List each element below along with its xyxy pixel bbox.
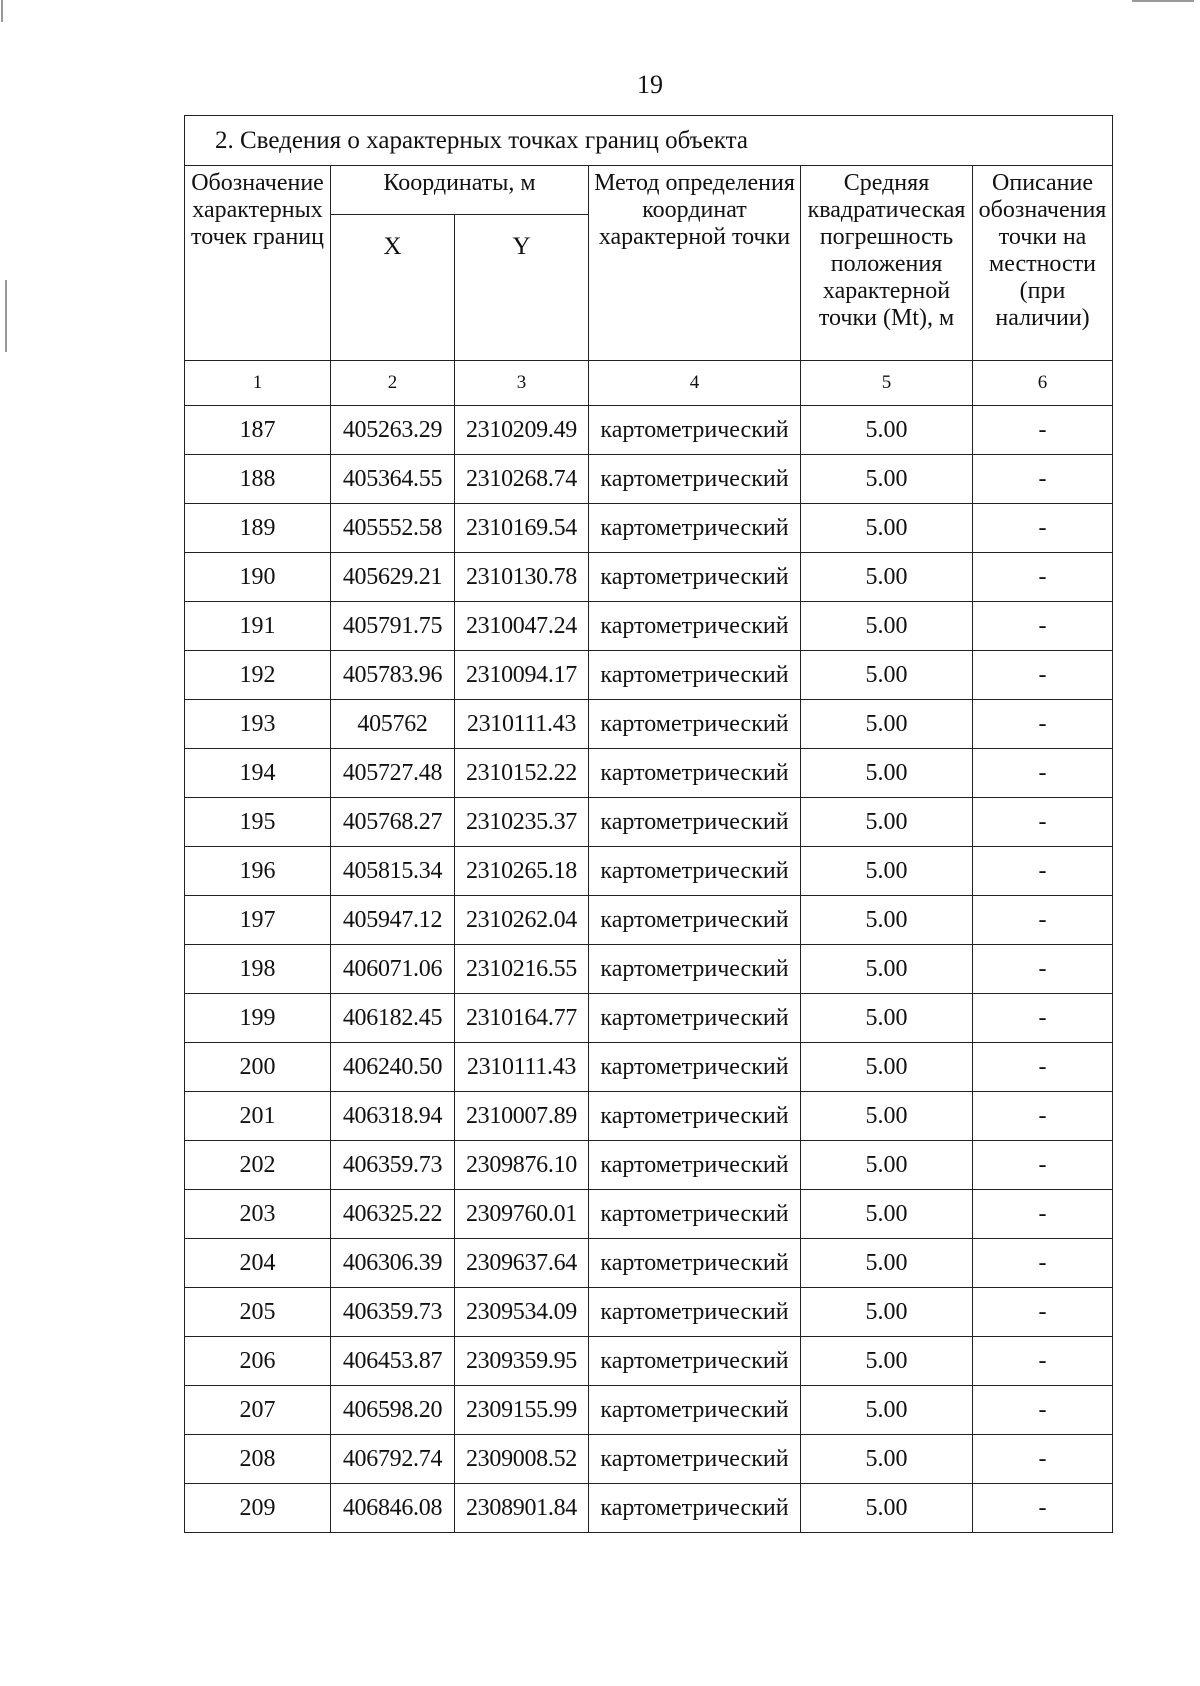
coordinate-y: 2309008.52 (455, 1435, 589, 1484)
point-description: - (973, 504, 1113, 553)
coordinate-y: 2310130.78 (455, 553, 589, 602)
point-description: - (973, 406, 1113, 455)
method: картометрический (589, 553, 801, 602)
coordinate-x: 406318.94 (331, 1092, 455, 1141)
point-description: - (973, 1141, 1113, 1190)
point-id: 200 (185, 1043, 331, 1092)
mean-square-error: 5.00 (801, 994, 973, 1043)
coordinate-x: 405552.58 (331, 504, 455, 553)
point-description: - (973, 1043, 1113, 1092)
coordinate-y: 2309637.64 (455, 1239, 589, 1288)
boundary-points-table (184, 115, 1113, 1533)
method: картометрический (589, 945, 801, 994)
coordinate-y: 2309876.10 (455, 1141, 589, 1190)
coordinate-y: 2310111.43 (455, 1043, 589, 1092)
point-description: - (973, 1092, 1113, 1141)
coordinate-x: 406846.08 (331, 1484, 455, 1533)
header-designation: Обозначение характерных точек границ (185, 166, 331, 361)
coordinate-x: 405762 (331, 700, 455, 749)
coordinate-x: 406359.73 (331, 1288, 455, 1337)
point-description: - (973, 847, 1113, 896)
header-x: X (331, 215, 455, 361)
scan-margin-mark (1132, 0, 1194, 2)
mean-square-error: 5.00 (801, 1288, 973, 1337)
point-description: - (973, 700, 1113, 749)
mean-square-error: 5.00 (801, 455, 973, 504)
coordinate-y: 2308901.84 (455, 1484, 589, 1533)
coordinate-y: 2310094.17 (455, 651, 589, 700)
table-row (185, 945, 1113, 994)
method: картометрический (589, 1435, 801, 1484)
point-id: 195 (185, 798, 331, 847)
point-description: - (973, 1386, 1113, 1435)
table-row (185, 749, 1113, 798)
coordinate-x: 406792.74 (331, 1435, 455, 1484)
coordinate-y: 2309534.09 (455, 1288, 589, 1337)
point-description: - (973, 1337, 1113, 1386)
coordinate-x: 406071.06 (331, 945, 455, 994)
mean-square-error: 5.00 (801, 1386, 973, 1435)
table-row (185, 651, 1113, 700)
coordinate-x: 406306.39 (331, 1239, 455, 1288)
table-row (185, 1484, 1113, 1533)
point-id: 193 (185, 700, 331, 749)
point-id: 187 (185, 406, 331, 455)
method: картометрический (589, 1141, 801, 1190)
column-number: 4 (589, 361, 801, 406)
coordinate-y: 2310265.18 (455, 847, 589, 896)
mean-square-error: 5.00 (801, 1435, 973, 1484)
point-id: 198 (185, 945, 331, 994)
table-row (185, 455, 1113, 504)
column-number: 3 (455, 361, 589, 406)
table-row (185, 1239, 1113, 1288)
mean-square-error: 5.00 (801, 1043, 973, 1092)
point-id: 201 (185, 1092, 331, 1141)
table-row (185, 994, 1113, 1043)
point-id: 204 (185, 1239, 331, 1288)
point-description: - (973, 651, 1113, 700)
method: картометрический (589, 602, 801, 651)
table-row (185, 1337, 1113, 1386)
coordinate-y: 2310235.37 (455, 798, 589, 847)
method: картометрический (589, 1288, 801, 1337)
coordinate-x: 406598.20 (331, 1386, 455, 1435)
coordinate-x: 406453.87 (331, 1337, 455, 1386)
method: картометрический (589, 455, 801, 504)
method: картометрический (589, 994, 801, 1043)
table-row (185, 798, 1113, 847)
coordinate-x: 405263.29 (331, 406, 455, 455)
table-row (185, 1288, 1113, 1337)
coordinate-x: 406325.22 (331, 1190, 455, 1239)
table-row (185, 1092, 1113, 1141)
mean-square-error: 5.00 (801, 1337, 973, 1386)
point-description: - (973, 1435, 1113, 1484)
coordinate-x: 406182.45 (331, 994, 455, 1043)
table-row (185, 896, 1113, 945)
page-number: 19 (637, 70, 663, 99)
point-id: 199 (185, 994, 331, 1043)
coordinate-y: 2310169.54 (455, 504, 589, 553)
column-number: 5 (801, 361, 973, 406)
point-description: - (973, 455, 1113, 504)
coordinate-x: 405815.34 (331, 847, 455, 896)
column-number: 1 (185, 361, 331, 406)
coordinate-y: 2310111.43 (455, 700, 589, 749)
point-description: - (973, 798, 1113, 847)
table-row (185, 602, 1113, 651)
coordinate-x: 405364.55 (331, 455, 455, 504)
point-id: 191 (185, 602, 331, 651)
point-id: 196 (185, 847, 331, 896)
header-method: Метод определения координат характерной точки (589, 166, 801, 361)
point-description: - (973, 553, 1113, 602)
point-id: 194 (185, 749, 331, 798)
point-id: 209 (185, 1484, 331, 1533)
coordinate-y: 2310262.04 (455, 896, 589, 945)
point-description: - (973, 602, 1113, 651)
method: картометрический (589, 1337, 801, 1386)
point-id: 207 (185, 1386, 331, 1435)
method: картометрический (589, 1386, 801, 1435)
column-number-row (185, 361, 1113, 406)
point-id: 190 (185, 553, 331, 602)
coordinate-y: 2310047.24 (455, 602, 589, 651)
table-row (185, 1043, 1113, 1092)
coordinate-y: 2309359.95 (455, 1337, 589, 1386)
coordinate-y: 2310164.77 (455, 994, 589, 1043)
coordinate-y: 2310152.22 (455, 749, 589, 798)
method: картометрический (589, 1484, 801, 1533)
point-description: - (973, 896, 1113, 945)
point-id: 197 (185, 896, 331, 945)
table-row (185, 1435, 1113, 1484)
method: картометрический (589, 1092, 801, 1141)
table-row (185, 406, 1113, 455)
point-description: - (973, 1288, 1113, 1337)
mean-square-error: 5.00 (801, 847, 973, 896)
point-id: 192 (185, 651, 331, 700)
mean-square-error: 5.00 (801, 1239, 973, 1288)
mean-square-error: 5.00 (801, 504, 973, 553)
header-description: Описание обозначения точки на местности (при наличии) (973, 166, 1113, 361)
method: картометрический (589, 749, 801, 798)
column-number: 2 (331, 361, 455, 406)
coordinate-x: 405947.12 (331, 896, 455, 945)
method: картометрический (589, 504, 801, 553)
point-id: 189 (185, 504, 331, 553)
table-row (185, 700, 1113, 749)
mean-square-error: 5.00 (801, 602, 973, 651)
method: картометрический (589, 1043, 801, 1092)
mean-square-error: 5.00 (801, 798, 973, 847)
method: картометрический (589, 651, 801, 700)
coordinate-y: 2310007.89 (455, 1092, 589, 1141)
point-id: 205 (185, 1288, 331, 1337)
header-y: Y (455, 215, 589, 361)
coordinate-x: 405629.21 (331, 553, 455, 602)
header-coordinates: Координаты, м (331, 166, 589, 215)
method: картометрический (589, 896, 801, 945)
header-error: Средняя квадратическая погрешность положения характерной точки (Mt), м (801, 166, 973, 361)
table-row (185, 553, 1113, 602)
method: картометрический (589, 1239, 801, 1288)
mean-square-error: 5.00 (801, 1484, 973, 1533)
method: картометрический (589, 1190, 801, 1239)
coordinate-y: 2309760.01 (455, 1190, 589, 1239)
mean-square-error: 5.00 (801, 553, 973, 602)
coordinate-x: 405727.48 (331, 749, 455, 798)
mean-square-error: 5.00 (801, 1092, 973, 1141)
point-description: - (973, 994, 1113, 1043)
mean-square-error: 5.00 (801, 406, 973, 455)
point-id: 208 (185, 1435, 331, 1484)
table-row (185, 1386, 1113, 1435)
method: картометрический (589, 700, 801, 749)
method: картометрический (589, 847, 801, 896)
point-id: 206 (185, 1337, 331, 1386)
coordinate-y: 2309155.99 (455, 1386, 589, 1435)
scan-margin-mark (5, 280, 7, 352)
table-row (185, 847, 1113, 896)
mean-square-error: 5.00 (801, 651, 973, 700)
point-id: 203 (185, 1190, 331, 1239)
coordinate-x: 405783.96 (331, 651, 455, 700)
section-title: 2. Сведения о характерных точках границ объекта (185, 116, 1113, 166)
table-row (185, 504, 1113, 553)
mean-square-error: 5.00 (801, 896, 973, 945)
mean-square-error: 5.00 (801, 1141, 973, 1190)
point-id: 202 (185, 1141, 331, 1190)
coordinate-y: 2310216.55 (455, 945, 589, 994)
point-description: - (973, 1190, 1113, 1239)
mean-square-error: 5.00 (801, 749, 973, 798)
coordinate-x: 406359.73 (331, 1141, 455, 1190)
coordinate-x: 406240.50 (331, 1043, 455, 1092)
point-id: 188 (185, 455, 331, 504)
mean-square-error: 5.00 (801, 945, 973, 994)
coordinate-y: 2310268.74 (455, 455, 589, 504)
point-description: - (973, 749, 1113, 798)
coordinate-x: 405791.75 (331, 602, 455, 651)
scan-margin-mark (1, 0, 3, 22)
table-row (185, 1141, 1113, 1190)
method: картометрический (589, 406, 801, 455)
column-number: 6 (973, 361, 1113, 406)
point-description: - (973, 945, 1113, 994)
mean-square-error: 5.00 (801, 1190, 973, 1239)
coordinate-y: 2310209.49 (455, 406, 589, 455)
table-row (185, 1190, 1113, 1239)
mean-square-error: 5.00 (801, 700, 973, 749)
coordinate-x: 405768.27 (331, 798, 455, 847)
method: картометрический (589, 798, 801, 847)
point-description: - (973, 1484, 1113, 1533)
point-description: - (973, 1239, 1113, 1288)
